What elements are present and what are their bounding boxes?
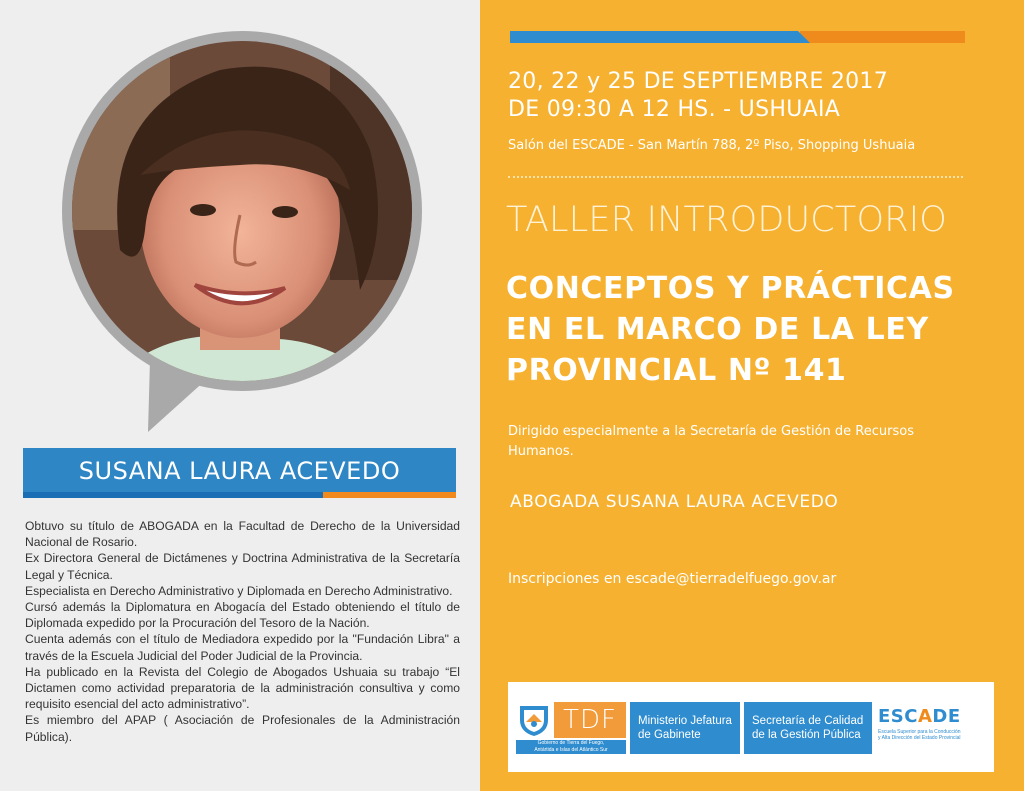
bio-paragraph: Cursó además la Diplomatura en Abogacía del Estado obteniendo el título de Diplomada expedido por la Procuración del Tesoro de la Nación. [25,600,460,631]
tdf-wordmark: TDF [554,702,626,738]
audience-line: Dirigido especialmente a la Secretaría de Gestión de Recursos [508,424,914,439]
bio-paragraph: Ex Directora General de Dictámenes y Doctrina Administrativa de la Secretaría Legal y Técnica. [25,551,460,582]
secretaria-logo [744,702,872,754]
bio-paragraph: Cuenta además con el título de Mediadora expedido por la "Fundación Libra" a través de la Escuela Judicial del Poder Judicial de la Provincia. [25,632,460,663]
top-stripe [510,31,965,43]
tdf-logo [516,702,626,754]
escade-word-part: ESC [878,706,918,727]
secretaria-line: Secretaría de Calidad [752,715,864,727]
event-speaker: ABOGADA SUSANA LAURA ACEVEDO [510,492,839,512]
escade-wordmark [878,706,988,727]
top-stripe-orange [800,31,965,43]
event-audience [508,422,998,462]
ministry-logo [630,702,740,754]
registration-info: Inscripciones en escade@tierradelfuego.gov.ar [508,571,837,587]
speaker-photo-bubble [0,0,480,450]
escade-subtitle-line: y Alta Dirección del Estado Provincial [878,735,961,741]
escade-word-accent: A [917,706,933,727]
audience-line: Humanos. [508,444,574,459]
speaker-bio [25,518,460,745]
event-type: TALLER INTRODUCTORIO [506,200,948,240]
escade-subtitle [878,729,988,741]
event-title-line: EN EL MARCO DE LA LEY [506,312,929,347]
left-panel [0,0,480,791]
ministry-line: Ministerio Jefatura [638,715,732,727]
escade-word-part: DE [932,706,961,727]
event-dates [508,68,888,124]
bio-paragraph: Especialista en Derecho Administrativo y Diplomada en Derecho Administrativo. [25,583,453,598]
provincial-shield-icon [516,702,552,738]
tdf-subtitle-line: Gobierno de Tierra del Fuego, [537,740,605,746]
escade-subtitle-line: Escuela Superior para la Conducción [878,729,961,735]
event-title-line: CONCEPTOS Y PRÁCTICAS [506,271,955,306]
tdf-subtitle [516,740,626,754]
escade-logo [878,706,988,756]
right-panel [480,0,1024,791]
bio-paragraph: Es miembro del APAP ( Asociación de Profesionales de la Administración Pública). [25,713,460,744]
secretaria-line: de la Gestión Pública [752,729,861,741]
bio-paragraph: Obtuvo su título de ABOGADA en la Facultad de Derecho de la Universidad Nacional de Rosario. [25,519,460,550]
sponsor-logo-bar [508,682,994,772]
top-stripe-blue [510,31,810,43]
event-title [506,268,955,391]
tdf-subtitle-line: Antártida e Islas del Atlántico Sur [534,747,608,753]
speaker-name-banner [23,448,456,498]
dotted-divider [508,176,963,178]
ministry-line: de Gabinete [638,729,701,741]
event-dates-line: 20, 22 y 25 DE SEPTIEMBRE 2017 [508,69,889,94]
banner-stripe-orange [323,492,456,498]
banner-stripe-blue [23,492,323,498]
speaker-name: SUSANA LAURA ACEVEDO [78,457,401,485]
event-title-line: PROVINCIAL Nº 141 [506,353,847,388]
bio-paragraph: Ha publicado en la Revista del Colegio de Abogados Ushuaia su trabajo “El Dictamen como actividad preparatoria de la administración consultiva y como requisito esencial del acto administrativo”. [25,664,460,712]
event-time-line: DE 09:30 A 12 HS. - USHUAIA [508,97,841,122]
event-venue: Salón del ESCADE - San Martín 788, 2º Piso, Shopping Ushuaia [508,138,916,153]
